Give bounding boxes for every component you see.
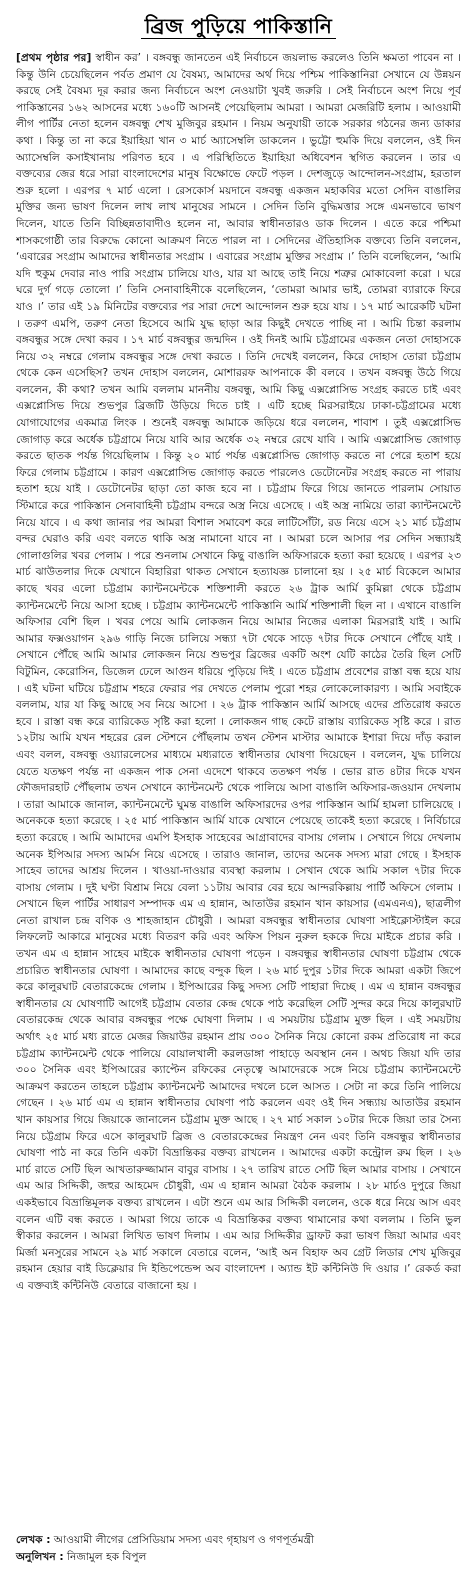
article-body-text: স্বাধীন কর’ । বঙ্গবন্ধু জানতেন এই নির্বাচনে জয়লাভ করলেও তিনি ক্ষমতা পাবেন না । কিন্তু উনি চেয়েছিলেন পর্বত প্রমাণ যে বৈষম্য, আমাদের অর্থ দিয়ে পশ্চিম পাকিস্তানিরা সেখানে যে উন্নয়ন করছে সেই বৈষম্য দূর করার জন্য নির্বাচনে অংশ নেওয়াটা খুবই জরুরি । সেই নির্বাচনে অংশ নিয়ে পূর্ব পাকিস্তানের ১৬২ আসনের মধ্যে ১৬০টি আসনই পেয়েছিলাম আমরা । আমরা মেজরিটি হলাম । আওয়ামী লীগ পার্টির নেতা হলেন বঙ্গবন্ধু শেখ মুজিবুর রহমান । নিয়ম অনুযায়ী তাকে সরকার গঠনের জন্য ডাকার কথা । কিন্তু তা না করে ইয়াহিয়া খান ৩ মার্চ অ্যাসেম্বলি ডাকলেন । ভুট্টো হুমকি দিয়ে বললেন, ওই দিন অ্যাসেম্বলি কসাইখানায় পরিণত হবে । এ পরিস্থিতিতে ইয়াহিয়া অধিবেশন স্থগিত করলেন । তার এ বক্তব্যের জের ধরে সারা বাংলাদেশের মানুষ বিক্ষোভে ফেটে পড়ল । দেশজুড়ে আন্দোলন-সংগ্রাম, হরতাল শুরু হলো । এরপর ৭ মার্চ এলো । রেসকোর্স ময়দানে বঙ্গবন্ধু একজন মহাকবির মতো সেদিন বাঙালির মুক্তির জন্য ভাষণ দিলেন লাখ লাখ মানুষের সামনে । সেদিন তিনি বুদ্ধিমত্তার সঙ্গে এমনভাবে ভাষণ দিলেন, যাতে তিনি বিচ্ছিন্নতাবাদীও হলেন না, আবার স্বাধীনতারও ডাক দিলেন । এতে করে পশ্চিমা শাসকগোষ্ঠী তার বিরুদ্ধে কোনো আক্রমণ নিতে পারল না । সেদিনের ঐতিহাসিক বক্তব্যে তিনি বললেন, ‘এবারের সংগ্রাম আমাদের স্বাধীনতার সংগ্রাম । এবারের সংগ্রাম মুক্তির সংগ্রাম ।’ তিনি বলেছিলেন, ‘আমি যদি হুকুম দেবার নাও পারি সংগ্রাম চালিয়ে যাও, যার যা আছে তাই নিয়ে শত্রুর মোকাবেলা করো । ঘরে ঘরে দুর্গ গড়ে তোলো ।’ তিনি সেনাবাহিনীকে বলেছিলেন, ‘তোমরা আমার ভাই, তোমরা ব্যারাকে ফিরে যাও ।’ তার এই ১৯ মিনিটের বক্তব্যের পর সারা দেশে আন্দোলন শুরু হয়ে যায় । ১৭ মার্চ আরেকটি ঘটনা । তরুণ এমপি, তরুণ নেতা হিসেবে আমি যুদ্ধ ছাড়া আর কিছুই দেখতে পাচ্ছি না । আমি চিন্তা করলাম বঙ্গবন্ধুর সঙ্গে দেখা করব । ১৭ মার্চ বঙ্গবন্ধুর জন্মদিন । ওই দিনই আমি চট্টগ্রামের একজন নেতা দোহাসকে নিয়ে ৩২ নম্বরে গেলাম বঙ্গবন্ধুর সঙ্গে দেখা করতে । তিনি দেখেই বললেন, কিরে দোহাস তোরা চট্টগ্রাম থেকে কেন এসেছিস? তখন দোহাস বললেন, মোশাররফ আপনাকে কী বলবে । তখন বঙ্গবন্ধু উঠে গিয়ে বললেন, কী কথা? তখন আমি বললাম মাননীয় বঙ্গবন্ধু, আমি কিছু এক্সপ্লোসিভ সংগ্রহ করতে চাই এবং এক্সপ্লোসিভ দিয়ে শুভপুর ব্রিজটি উড়িয়ে দিতে চাই । এটি হচ্ছে মিরসরাইয়ে ঢাকা-চট্টগ্রামের মধ্যে যোগাযোগের একমাত্র লিংক । শুনেই বঙ্গবন্ধু আমাকে জড়িয়ে ধরে বললেন, শাবাশ । তুই এক্সপ্লোসিভ জোগাড় করে অর্ধেক চট্টগ্রামে নিয়ে যাবি আর অর্ধেক ৩২ নম্বরে রেখে যাবি । আমি এক্সপ্লোসিভ জোগাড় করতে ছাতক পর্যন্ত গিয়েছিলাম । কিন্তু ২০ মার্চ পর্যন্ত এক্সপ্লোসিভ জোগাড় করতে না পেরে হতাশ হয়ে ফিরে গেলাম চট্টগ্রামে । কারণ এক্সপ্লোসিভ জোগাড় করতে পারলেও ডেটোনেটর সংগ্রহ করতে না পারায় হতাশ হয়ে যাই । ডেটোনেটর ছাড়া তো কাজ হবে না । চট্টগ্রাম ফিরে গিয়ে জানতে পারলাম সোয়াত স্টিমারে করে পাকিস্তান সেনাবাহিনী চট্টগ্রাম বন্দরে অস্ত্র নিয়ে এসেছে । এই অস্ত্র নামিয়ে তারা ক্যান্টনমেন্টে নিয়ে যাবে । এ কথা জানার পর আমরা বিশাল সমাবেশ করে লাটিসোঁটা, রড নিয়ে এসে ২১ মার্চ চট্টগ্রাম বন্দর ঘেরাও করি এবং বলতে থাকি অস্ত্র নামানো যাবে না । আমরা চলে আসার পর সেদিন সন্ধ্যায়ই গোলাগুলির খবর পেলাম । পরে শুনলাম সেখানে কিছু বাঙালি অফিসারকে হত্যা করা হয়েছে । এরপর ২৩ মার্চ ঝাউতলার দিকে যেখানে বিহারিরা থাকত সেখানে হত্যাযজ্ঞ চালানো হয় । ২৫ মার্চ বিকেলে আমার কাছে খবর এলো চট্টগ্রাম ক্যান্টনমেন্টকে শক্তিশালী করতে ২৬ ট্রাক আর্মি কুমিল্লা থেকে চট্টগ্রাম ক্যান্টনমেন্টে নিয়ে আসা হচ্ছে । চট্টগ্রাম ক্যান্টনমেন্টে পাকিস্তানি আর্মি শক্তিশালী ছিল না । এখানে বাঙালি অফিসার বেশি ছিল । খবর পেয়ে আমি লোকজন নিয়ে আমার নিজের এলাকা মিরসরাই যাই । আমি আমার ফক্সওয়াগন ২৯৬ গাড়ি নিজে চালিয়ে সন্ধ্যা ৭টা থেকে সাড়ে ৭টার দিকে সেখানে পৌঁছে যাই । সেখানে পৌঁছে আমি আমার লোকজন নিয়ে শুভপুর ব্রিজের একটি অংশ যেটি কাঠের তৈরি ছিল সেটি বিটুমিন, কেরোসিন, ডিজেল ঢেলে আগুন ধরিয়ে পুড়িয়ে দিই । এতে চট্টগ্রাম প্রবেশের রাস্তা বন্ধ হয়ে যায় । এই ঘটনা ঘটিয়ে চট্টগ্রাম শহরে ফেরার পর দেখতে পেলাম পুরো শহর লোকেলোকারণ্য । আমি সবাইকে বললাম, যার যা কিছু আছে সব নিয়ে আসো । ২৬ ট্রাক পাকিস্তান আর্মি আসছে এদের প্রতিরোধ করতে হবে । রাস্তা বন্ধ করে ব্যারিকেড সৃষ্টি করা হলো । লোকজন গাছ কেটে রাস্তায় ব্যারিকেড সৃষ্টি করে । রাত ১২টায় আমি যখন শহরের রেল স্টেশনে পৌঁছলাম তখন স্টেশন মাস্টার আমাকে ইশারা দিয়ে দাঁড় করাল এবং বলল, বঙ্গবন্ধু ওয়্যারলেসের মাধ্যমে মধ্যরাতে স্বাধীনতার ঘোষণা দিয়েছেন । বললেন, যুদ্ধ চালিয়ে যেতে যতক্ষণ পর্যন্ত না একজন পাক সেনা এদেশে থাকবে ততক্ষণ পর্যন্ত । ভোর রাত ৪টার দিকে যখন ফৌজদারহাট পৌঁছলাম তখন সেখানে ক্যান্টনমেন্ট থেকে পালিয়ে আসা বাঙালি অফিসার-জওয়ান দেখলাম । তারা আমাকে জানাল, ক্যান্টনমেন্টে ঘুমন্ত বাঙালি অফিসারদের ওপর পাকিস্তান আর্মি হামলা চালিয়েছে । অনেককে হত্যা করেছে । ২৫ মার্চ পাকিস্তান আর্মি যাকে যেখানে পেয়েছে তাকেই হত্যা করেছে । নির্বিচারে হত্যা করেছে । আমি আমাদের এমপি ইসহাক সাহেবের আগ্রাবাদের বাসায় গেলাম । সেখানে গিয়ে দেখলাম অনেক ইপিআর সদস্য আর্মস নিয়ে এসেছে । তারাও জানাল, তাদের অনেক সদস্য মারা গেছে । ইসহাক সাহেব তাদের আশ্রয় দিলেন । খাওয়া-দাওয়ার ব্যবস্থা করলাম । সেখান থেকে আমি সকাল ৭টার দিকে বাসায় গেলাম । দুই ঘণ্টা বিশ্রাম নিয়ে বেলা ১১টায় আবার বের হয়ে আন্দরকিল্লায় পার্টি অফিসে গেলাম । সেখানে ছিল পার্টির সাধারণ সম্পাদক এম এ হান্নান, আতাউর রহমান খান কায়সার (এমএনএ), ছাত্রলীগ নেতা রাখাল চন্দ্র বণিক ও শাহজাহান চৌধুরী । আমরা বঙ্গবন্ধুর স্বাধীনতার ঘোষণা সাইক্লোস্টাইল করে লিফলেট আকারে মানুষের মধ্যে বিতরণ করি এবং অফিস পিয়ন নুরুল হককে দিয়ে মাইকে প্রচার করি । তখন এম এ হান্নান সাহেব মাইকে স্বাধীনতার ঘোষণা পড়েন । বঙ্গবন্ধুর স্বাধীনতার ঘোষণা চট্টগ্রাম থেকে প্রচারিত স্বাধীনতার ঘোষণা । আমাদের কাছে বন্দুক ছিল । ২৬ মার্চ দুপুর ১টার দিকে আমরা একটা জিপে করে কালুরঘাট বেতারকেন্দ্রে গেলাম । ইপিআরের কিছু সদস্য সেটি পাহারা দিচ্ছে । এম এ হান্নান বঙ্গবন্ধুর স্বাধীনতার যে ঘোষণাটি আগেই চট্টগ্রাম বেতার কেন্দ্র থেকে পাঠ করেছিল সেটি সুন্দর করে দিয়ে কালুরঘাট বেতারকেন্দ্র থেকে আবার বঙ্গবন্ধুর পক্ষে ঘোষণা দিলাম । এ সময়টায় চট্টগ্রাম মুক্ত ছিল । এই সময়টায় অর্থাৎ ২৫ মার্চ মধ্য রাতে মেজর জিয়াউর রহমান প্রায় ৩০০ সৈনিক নিয়ে কোনো রকম প্রতিরোধ না করে চট্টগ্রাম ক্যান্টনমেন্ট থেকে পালিয়ে বোয়ালখালী করলডাঙ্গা পাহাড়ে অবস্থান নেন । অথচ জিয়া যদি তার ৩০০ সৈনিক এবং ইপিআরের ক্যাপ্টেন রফিকের নেতৃত্বে আমাদেরকে সঙ্গে নিয়ে চট্টগ্রাম ক্যান্টনমেন্টে আক্রমণ করতেন তাহলে চট্টগ্রাম ক্যান্টনমেন্ট আমাদের দখলে চলে আসত । সেটা না করে তিনি পালিয়ে গেছেন । ২৬ মার্চ এম এ হান্নান স্বাধীনতার ঘোষণা পাঠ করলেন এবং ওই দিন সন্ধ্যায় আতাউর রহমান খান কায়সার গিয়ে জিয়াকে জানালেন চট্টগ্রাম মুক্ত আছে । ২৭ মার্চ সকাল ১০টার দিকে জিয়া তার সৈন্য নিয়ে চট্টগ্রাম ফিরে এসে কালুরঘাট ব্রিজ ও বেতারকেন্দ্রের নিয়ন্ত্রণ নেন এবং তিনি বঙ্গবন্ধুর স্বাধীনতার ঘোষণা পাঠ না করে তিনি একটা বিভ্রান্তিকর বক্তব্য রাখলেন । আমাদের একটা কন্ট্রোল রুম ছিল । ২৬ মার্চ রাতে সেটি ছিল আখতারুজ্জামান বাবুর বাসায় । ২৭ তারিখ রাতে সেটি ছিল আমার বাসায় । সেখানে এম আর সিদ্দিকী, জহুর আহমেদ চৌধুরী, এম এ হান্নান আমরা বৈঠক করলাম । ২৮ মার্চও দুপুরে জিয়া একইভাবে বিভ্রান্তিমূলক বক্তব্য রাখলেন । এটা শুনে এম আর সিদ্দিকী বললেন, ওকে ধরে নিয়ে আস এবং বলেন এটি বন্ধ করতে । আমরা গিয়ে তাকে এ বিভ্রান্তিকর বক্তব্য থামানোর কথা বললাম । তিনি ভুল স্বীকার করলেন । আমরা লিখিত ভাষণ দিলাম । এম আর সিদ্দিকীর ড্রাফট করা ভাষণ জিয়া আমার এবং মির্জা মনসুরের সামনে ২৯ মার্চ সকালে বেতারে বলেন, ‘আই অন বিহাফ অব গ্রেট লিডার শেখ মুজিবুর রহমান হেয়ার বাই ডিক্লেয়ার দি ইন্ডিপেন্ডেন্স অব বাংলাদেশ । অ্যান্ড ইট কন্টিনিউ দি ওয়ার ।’ রেকর্ড করা এ বক্তব্যই কন্টিনিউ বেতারে বাজানো হয় ।	[16, 52, 461, 1292]
transcriber-text: নিজামুল হক বিপুল	[67, 1551, 147, 1563]
article-paragraph	[16, 50, 461, 1295]
headline-container	[16, 8, 461, 48]
author-line	[16, 1532, 461, 1549]
article-headline: ব্রিজ পুড়িয়ে পাকিস্তানি	[141, 14, 337, 39]
transcriber-label: অনুলিখন :	[16, 1551, 64, 1563]
transcriber-line	[16, 1549, 461, 1566]
article-credits	[16, 1532, 461, 1566]
author-text: আওয়ামী লীগের প্রেসিডিয়াম সদস্য এবং গৃহায়ণ ও গণপূর্তমন্ত্রী	[53, 1534, 314, 1546]
continuation-marker: [প্রথম পৃষ্ঠার পর]	[16, 52, 92, 64]
article-body	[16, 50, 461, 1522]
author-label: লেখক :	[16, 1534, 51, 1546]
